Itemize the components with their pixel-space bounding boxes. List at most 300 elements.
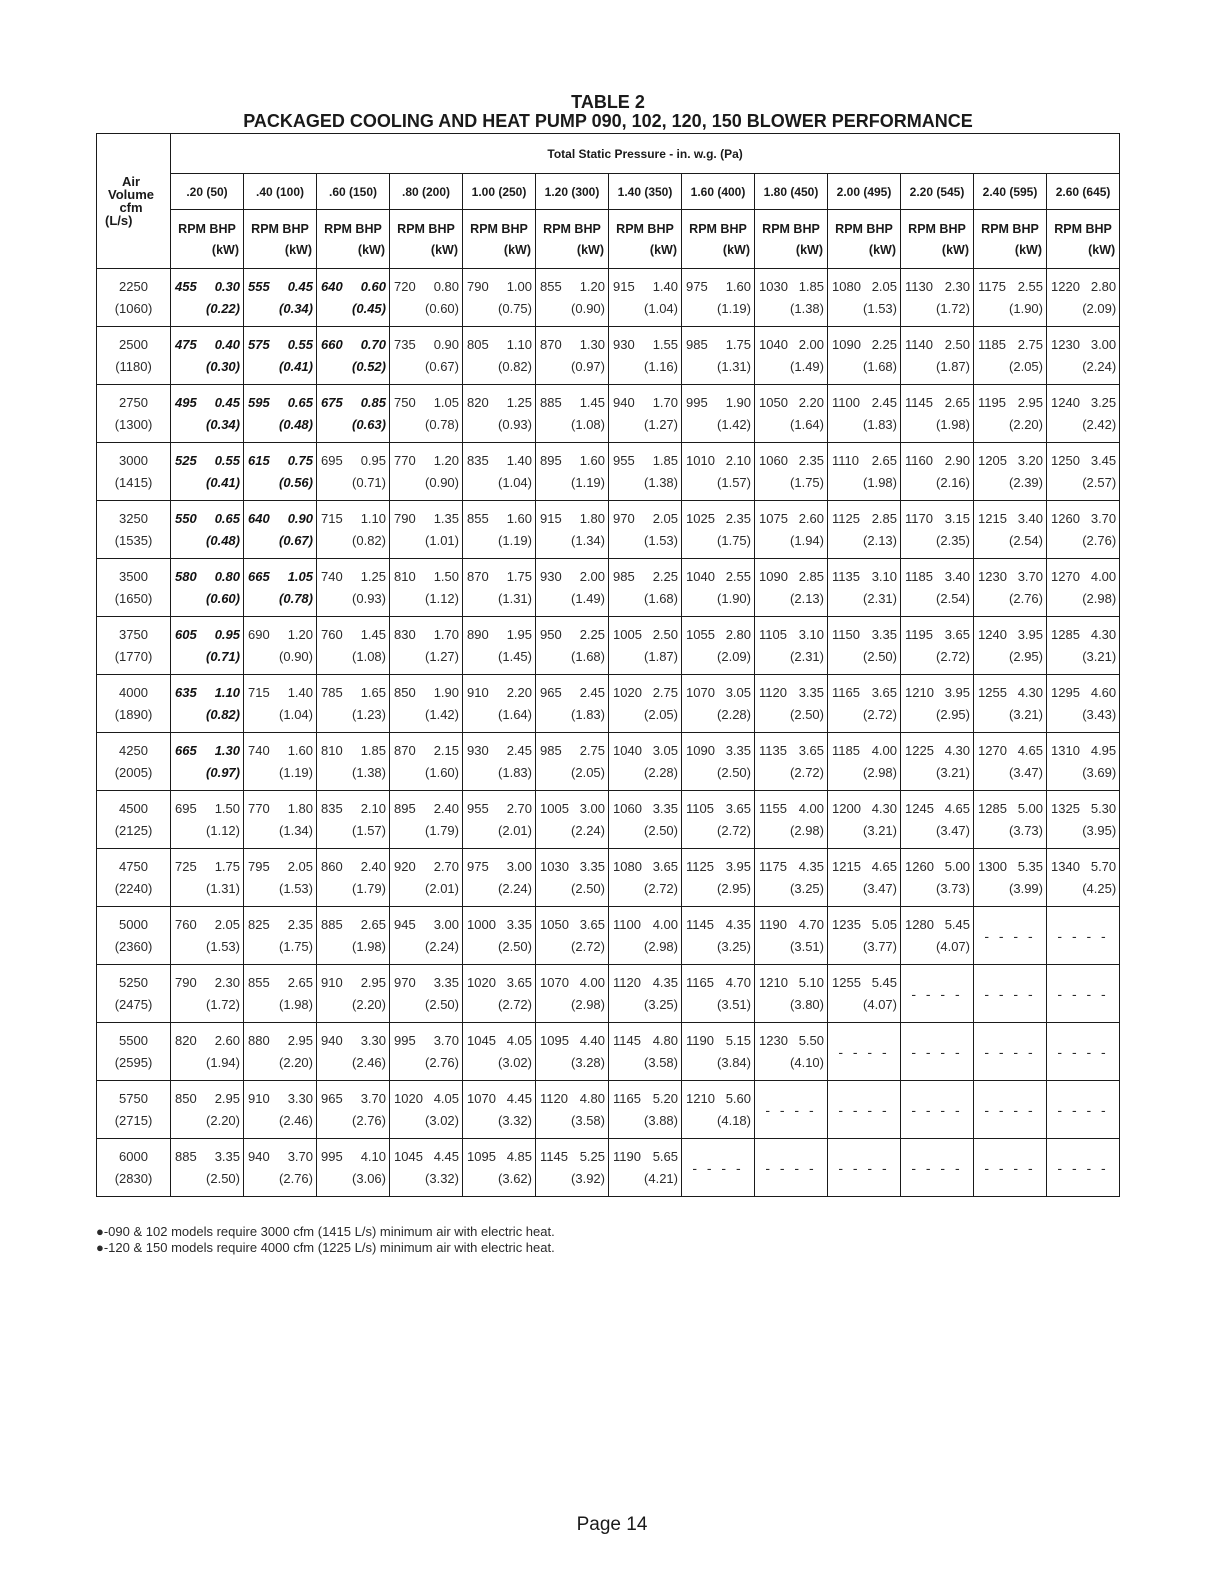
rpm-bhp-line <box>390 334 462 356</box>
performance-cell <box>536 733 609 791</box>
kw-value: (0.60) <box>206 590 240 606</box>
kw-value: (2.72) <box>717 822 751 838</box>
rpm-bhp-line <box>609 392 681 414</box>
air-volume-header <box>97 134 171 269</box>
bhp-value: 5.05 <box>871 916 897 932</box>
kw-value: (1.90) <box>717 590 751 606</box>
cfm-value: 3500 <box>119 568 148 584</box>
bhp-value: 3.30 <box>287 1090 313 1106</box>
bhp-value: 1.50 <box>433 568 459 584</box>
performance-cell <box>171 501 244 559</box>
rpm-value: 1100 <box>832 394 860 410</box>
kw-value: (1.04) <box>498 474 532 490</box>
rpm-bhp-line <box>828 682 900 704</box>
bhp-value: 2.20 <box>798 394 824 410</box>
rpm-bhp-line <box>317 914 389 936</box>
bhp-value: 2.05 <box>652 510 678 526</box>
bhp-value: 4.60 <box>1090 684 1117 700</box>
rpm-bhp-line <box>244 972 316 994</box>
not-available-cell: - - - - <box>755 1081 828 1139</box>
bhp-value: 1.10 <box>214 684 240 700</box>
rpm-bhp-line <box>682 624 754 646</box>
bhp-value: 3.35 <box>871 626 897 642</box>
bhp-value: 4.95 <box>1090 742 1117 758</box>
air-volume-cell <box>97 501 171 559</box>
kw-value: (0.75) <box>498 300 532 316</box>
air-volume-header-line: cfm <box>119 200 143 215</box>
rpm-value: 1020 <box>613 684 642 700</box>
unit-header-rpm-bhp: RPM BHP <box>178 221 236 236</box>
rpm-value: 995 <box>686 394 708 410</box>
kw-value: (2.09) <box>717 648 751 664</box>
bhp-value: 3.70 <box>1017 568 1043 584</box>
rpm-value: 1285 <box>978 800 1007 816</box>
bhp-value: 3.65 <box>506 974 532 990</box>
performance-cell <box>901 849 974 907</box>
unit-header-kw: (kW) <box>357 242 385 257</box>
unit-header-rpm-bhp: RPM BHP <box>908 221 966 236</box>
rpm-value: 995 <box>394 1032 416 1048</box>
bhp-value: 2.90 <box>944 452 970 468</box>
not-available-cell: - - - - <box>1047 1139 1120 1197</box>
kw-value: (1.53) <box>206 938 240 954</box>
rpm-bhp-line <box>755 972 827 994</box>
bhp-value: 2.40 <box>360 858 386 874</box>
performance-cell <box>317 385 390 443</box>
performance-cell <box>974 443 1047 501</box>
kw-value: (1.38) <box>352 764 386 780</box>
table-row <box>97 791 1120 849</box>
performance-cell <box>755 327 828 385</box>
kw-value: (0.82) <box>206 706 240 722</box>
performance-cell <box>609 385 682 443</box>
kw-value: (3.58) <box>571 1112 605 1128</box>
rpm-bhp-line <box>463 914 535 936</box>
rpm-value: 1145 <box>613 1032 641 1048</box>
bhp-value: 3.95 <box>725 858 751 874</box>
rpm-value: 735 <box>394 336 416 352</box>
bhp-value: 5.25 <box>579 1148 605 1164</box>
rpm-value: 1200 <box>832 800 861 816</box>
kw-value: (3.95) <box>1082 822 1117 838</box>
kw-value: (3.21) <box>1082 648 1117 664</box>
table-row <box>97 617 1120 675</box>
bhp-value: 2.45 <box>871 394 897 410</box>
performance-cell <box>171 617 244 675</box>
performance-cell <box>390 675 463 733</box>
rpm-value: 950 <box>540 626 562 642</box>
bhp-value: 5.60 <box>725 1090 751 1106</box>
rpm-bhp-line <box>463 276 535 298</box>
kw-value: (3.21) <box>936 764 970 780</box>
table-row <box>97 849 1120 907</box>
bhp-value: 1.90 <box>433 684 459 700</box>
rpm-value: 1140 <box>905 336 933 352</box>
rpm-value: 1220 <box>1051 278 1080 294</box>
rpm-value: 855 <box>467 510 489 526</box>
ls-value: (1535) <box>114 532 153 548</box>
rpm-bhp-line <box>390 1088 462 1110</box>
bhp-value: 3.70 <box>360 1090 386 1106</box>
kw-value: (2.28) <box>717 706 751 722</box>
bhp-value: 3.65 <box>652 858 678 874</box>
table-row <box>97 559 1120 617</box>
performance-cell <box>317 675 390 733</box>
performance-cell <box>682 1023 755 1081</box>
kw-value: (1.75) <box>717 532 751 548</box>
performance-cell <box>682 617 755 675</box>
bhp-value: 2.50 <box>652 626 678 642</box>
pressure-column-header: .20 (50) <box>171 174 244 210</box>
rpm-bhp-line <box>609 566 681 588</box>
kw-value: (1.98) <box>279 996 313 1012</box>
table-title <box>96 93 1120 131</box>
rpm-bhp-line <box>974 450 1046 472</box>
performance-cell <box>755 1023 828 1081</box>
rpm-value: 1295 <box>1051 684 1080 700</box>
kw-value: (1.83) <box>863 416 897 432</box>
bhp-value: 2.95 <box>214 1090 240 1106</box>
kw-value: (1.87) <box>644 648 678 664</box>
unit-header <box>682 210 755 269</box>
rpm-value: 580 <box>175 568 197 584</box>
kw-value: (2.05) <box>644 706 678 722</box>
rpm-value: 945 <box>394 916 416 932</box>
bhp-value: 3.15 <box>944 510 970 526</box>
bhp-value: 0.65 <box>287 394 313 410</box>
rpm-value: 1190 <box>759 916 787 932</box>
air-volume-cell <box>97 327 171 385</box>
bhp-value: 1.45 <box>360 626 386 642</box>
rpm-bhp-line <box>317 450 389 472</box>
footnote: ●-120 & 150 models require 4000 cfm (1225 L/s) minimum air with electric heat. <box>96 1240 555 1255</box>
ls-value: (2125) <box>114 822 153 838</box>
performance-cell <box>828 791 901 849</box>
performance-cell <box>463 617 536 675</box>
kw-value: (0.97) <box>206 764 240 780</box>
not-available-cell: - - - - <box>1047 1081 1120 1139</box>
ls-value: (2715) <box>114 1112 153 1128</box>
rpm-bhp-line <box>244 276 316 298</box>
rpm-bhp-line <box>244 798 316 820</box>
rpm-value: 1165 <box>613 1090 641 1106</box>
kw-value: (3.51) <box>790 938 824 954</box>
kw-value: (0.30) <box>206 358 240 374</box>
rpm-bhp-line <box>463 856 535 878</box>
rpm-value: 790 <box>467 278 489 294</box>
rpm-value: 695 <box>321 452 343 468</box>
bhp-value: 0.90 <box>287 510 313 526</box>
performance-cell <box>244 733 317 791</box>
rpm-bhp-line <box>755 914 827 936</box>
kw-value: (0.56) <box>279 474 313 490</box>
cfm-value: 5750 <box>119 1090 148 1106</box>
performance-cell <box>171 443 244 501</box>
kw-value: (2.98) <box>863 764 897 780</box>
pressure-column-header: 1.20 (300) <box>536 174 609 210</box>
performance-cell <box>609 327 682 385</box>
bhp-value: 0.75 <box>287 452 313 468</box>
rpm-bhp-line <box>171 798 243 820</box>
rpm-value: 1060 <box>759 452 788 468</box>
kw-value: (2.72) <box>644 880 678 896</box>
rpm-bhp-line <box>609 624 681 646</box>
rpm-bhp-line <box>682 740 754 762</box>
bhp-value: 3.40 <box>1017 510 1043 526</box>
rpm-bhp-line <box>317 334 389 356</box>
bhp-value: 1.55 <box>652 336 678 352</box>
unit-header-rpm-bhp: RPM BHP <box>251 221 309 236</box>
bhp-value: 2.35 <box>798 452 824 468</box>
rpm-value: 455 <box>175 278 197 294</box>
rpm-bhp-line <box>390 392 462 414</box>
performance-cell <box>390 617 463 675</box>
cfm-value: 6000 <box>119 1148 148 1164</box>
table-row <box>97 327 1120 385</box>
performance-cell <box>682 1081 755 1139</box>
kw-value: (2.13) <box>863 532 897 548</box>
rpm-value: 1210 <box>686 1090 715 1106</box>
rpm-value: 1175 <box>978 278 1006 294</box>
kw-value: (4.21) <box>644 1170 678 1186</box>
bhp-value: 4.00 <box>579 974 605 990</box>
kw-value: (3.32) <box>498 1112 532 1128</box>
kw-value: (2.24) <box>1082 358 1117 374</box>
rpm-bhp-line <box>171 450 243 472</box>
kw-value: (1.53) <box>644 532 678 548</box>
performance-cell <box>536 1081 609 1139</box>
rpm-value: 930 <box>540 568 562 584</box>
performance-cell <box>244 269 317 327</box>
bhp-value: 0.80 <box>214 568 240 584</box>
performance-cell <box>682 849 755 907</box>
rpm-value: 720 <box>394 278 416 294</box>
rpm-value: 1075 <box>759 510 788 526</box>
bhp-value: 2.65 <box>287 974 313 990</box>
performance-cell <box>755 791 828 849</box>
rpm-value: 1090 <box>759 568 788 584</box>
bhp-value: 1.80 <box>287 800 313 816</box>
rpm-value: 1125 <box>832 510 860 526</box>
bhp-value: 4.05 <box>506 1032 532 1048</box>
pressure-column-header: 2.20 (545) <box>901 174 974 210</box>
rpm-value: 740 <box>248 742 270 758</box>
bhp-value: 0.70 <box>360 336 386 352</box>
pressure-column-header: 1.40 (350) <box>609 174 682 210</box>
performance-cell <box>244 501 317 559</box>
kw-value: (1.72) <box>936 300 970 316</box>
not-available-cell: - - - - <box>1047 965 1120 1023</box>
rpm-bhp-line <box>682 682 754 704</box>
unit-header <box>463 210 536 269</box>
rpm-value: 1105 <box>759 626 787 642</box>
rpm-bhp-line <box>609 334 681 356</box>
rpm-bhp-line <box>244 914 316 936</box>
bhp-value: 5.50 <box>798 1032 824 1048</box>
kw-value: (2.98) <box>644 938 678 954</box>
pressure-column-header: .60 (150) <box>317 174 390 210</box>
rpm-bhp-line <box>390 856 462 878</box>
bhp-value: 1.70 <box>433 626 459 642</box>
kw-value: (3.25) <box>644 996 678 1012</box>
rpm-bhp-line <box>609 740 681 762</box>
unit-header <box>244 210 317 269</box>
bhp-value: 2.70 <box>433 858 459 874</box>
air-volume-cell <box>97 385 171 443</box>
performance-cell <box>609 675 682 733</box>
rpm-bhp-line <box>244 392 316 414</box>
cfm-value: 4250 <box>119 742 148 758</box>
kw-value: (0.78) <box>279 590 313 606</box>
performance-cell <box>755 559 828 617</box>
rpm-value: 1010 <box>686 452 715 468</box>
cfm-value: 3250 <box>119 510 148 526</box>
kw-value: (4.10) <box>790 1054 824 1070</box>
rpm-bhp-line <box>901 740 973 762</box>
kw-value: (3.02) <box>425 1112 459 1128</box>
kw-value: (1.31) <box>206 880 240 896</box>
performance-cell <box>171 385 244 443</box>
bhp-value: 1.95 <box>506 626 532 642</box>
performance-cell <box>244 791 317 849</box>
rpm-bhp-line <box>536 972 608 994</box>
rpm-value: 1100 <box>613 916 641 932</box>
not-available-cell: - - - - <box>828 1023 901 1081</box>
rpm-value: 1005 <box>540 800 569 816</box>
performance-cell <box>755 269 828 327</box>
ls-value: (2360) <box>114 938 153 954</box>
rpm-value: 725 <box>175 858 197 874</box>
kw-value: (2.24) <box>498 880 532 896</box>
bhp-value: 1.00 <box>506 278 532 294</box>
not-available-cell: - - - - <box>828 1081 901 1139</box>
bhp-value: 1.40 <box>506 452 532 468</box>
bhp-value: 4.00 <box>871 742 897 758</box>
rpm-value: 870 <box>394 742 416 758</box>
performance-cell <box>317 501 390 559</box>
rpm-value: 1260 <box>905 858 934 874</box>
rpm-bhp-line <box>974 276 1046 298</box>
page-number: Page 14 <box>576 1514 648 1535</box>
kw-value: (2.98) <box>790 822 824 838</box>
rpm-value: 1145 <box>686 916 714 932</box>
kw-value: (0.78) <box>425 416 459 432</box>
unit-header <box>609 210 682 269</box>
performance-cell <box>463 675 536 733</box>
rpm-value: 1215 <box>978 510 1007 526</box>
rpm-value: 930 <box>467 742 489 758</box>
performance-cell <box>755 617 828 675</box>
bhp-value: 2.45 <box>506 742 532 758</box>
rpm-value: 970 <box>394 974 416 990</box>
kw-value: (3.88) <box>644 1112 678 1128</box>
kw-value: (2.16) <box>936 474 970 490</box>
performance-cell <box>828 675 901 733</box>
rpm-bhp-line <box>609 682 681 704</box>
rpm-value: 1145 <box>905 394 933 410</box>
rpm-bhp-line <box>171 624 243 646</box>
kw-value: (3.58) <box>644 1054 678 1070</box>
rpm-value: 1235 <box>832 916 861 932</box>
rpm-bhp-line <box>755 740 827 762</box>
unit-header-kw: (kW) <box>722 242 750 257</box>
performance-cell <box>171 1139 244 1197</box>
bhp-value: 2.95 <box>1017 394 1043 410</box>
performance-cell <box>536 559 609 617</box>
kw-value: (0.22) <box>206 300 240 316</box>
table-row <box>97 443 1120 501</box>
rpm-value: 910 <box>248 1090 270 1106</box>
rpm-bhp-line <box>317 1088 389 1110</box>
rpm-value: 1240 <box>1051 394 1080 410</box>
performance-cell <box>974 791 1047 849</box>
bhp-value: 2.65 <box>944 394 970 410</box>
bhp-value: 4.80 <box>652 1032 678 1048</box>
rpm-bhp-line <box>755 856 827 878</box>
kw-value: (3.73) <box>936 880 970 896</box>
rpm-bhp-line <box>463 972 535 994</box>
performance-cell <box>536 965 609 1023</box>
bhp-value: 1.75 <box>214 858 240 874</box>
rpm-value: 760 <box>175 916 197 932</box>
rpm-bhp-line <box>463 566 535 588</box>
unit-header-rpm-bhp: RPM BHP <box>470 221 528 236</box>
kw-value: (1.98) <box>863 474 897 490</box>
performance-cell <box>463 965 536 1023</box>
kw-value: (1.34) <box>279 822 313 838</box>
bhp-value: 3.35 <box>433 974 459 990</box>
performance-cell <box>463 1139 536 1197</box>
rpm-value: 1020 <box>394 1090 423 1106</box>
performance-cell <box>317 791 390 849</box>
rpm-value: 1230 <box>1051 336 1080 352</box>
kw-value: (1.45) <box>498 648 532 664</box>
bhp-value: 4.35 <box>798 858 824 874</box>
rpm-value: 1195 <box>978 394 1006 410</box>
kw-value: (0.48) <box>279 416 313 432</box>
rpm-bhp-line <box>463 508 535 530</box>
air-volume-cell <box>97 965 171 1023</box>
rpm-bhp-line <box>1047 450 1119 472</box>
rpm-bhp-line <box>244 856 316 878</box>
rpm-value: 640 <box>321 278 343 294</box>
rpm-bhp-line <box>828 450 900 472</box>
performance-cell <box>171 849 244 907</box>
kw-value: (1.19) <box>279 764 313 780</box>
rpm-value: 615 <box>248 452 270 468</box>
kw-value: (3.62) <box>498 1170 532 1186</box>
rpm-bhp-line <box>171 914 243 936</box>
table-row <box>97 1023 1120 1081</box>
rpm-value: 940 <box>248 1148 270 1164</box>
bhp-value: 4.70 <box>725 974 751 990</box>
performance-cell <box>317 443 390 501</box>
kw-value: (3.21) <box>863 822 897 838</box>
cfm-value: 2500 <box>119 336 148 352</box>
kw-value: (1.08) <box>352 648 386 664</box>
performance-cell <box>682 443 755 501</box>
performance-cell <box>755 965 828 1023</box>
bhp-value: 3.10 <box>798 626 824 642</box>
rpm-value: 1050 <box>759 394 788 410</box>
kw-value: (1.12) <box>425 590 459 606</box>
cfm-value: 4750 <box>119 858 148 874</box>
kw-value: (0.90) <box>571 300 605 316</box>
kw-value: (0.52) <box>352 358 386 374</box>
bhp-value: 3.30 <box>360 1032 386 1048</box>
kw-value: (2.50) <box>644 822 678 838</box>
kw-value: (1.19) <box>571 474 605 490</box>
